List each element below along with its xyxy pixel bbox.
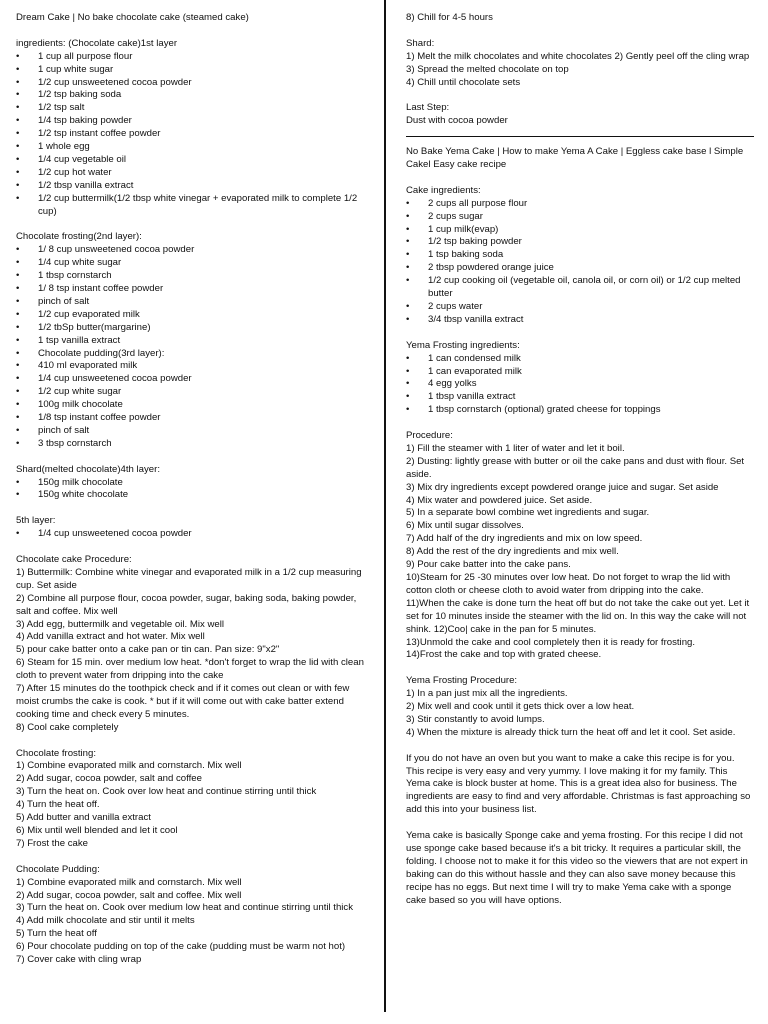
right-column bbox=[406, 12, 754, 908]
section-heading: Shard: bbox=[406, 37, 435, 49]
procedure-steps bbox=[406, 688, 754, 740]
procedure-step: 9) Pour cake batter into the cake pans. bbox=[406, 559, 571, 571]
ingredient-list bbox=[406, 198, 754, 327]
list-item: • 1/2 cup unsweetened cocoa powder bbox=[16, 77, 372, 90]
section-heading: Procedure: bbox=[406, 430, 453, 442]
procedure-step: 2) Mix well and cook until it gets thick over a low heat. bbox=[406, 701, 635, 713]
procedure-steps bbox=[16, 877, 372, 967]
list-item: • 1 cup milk(evap) bbox=[406, 224, 754, 237]
procedure-step: 6) Steam for 15 min. over medium low heat. *don't forget to wrap the lid with clean cloth to prevent water from dripping into the cake bbox=[16, 657, 364, 682]
procedure-step: 6) Mix until well blended and let it cool bbox=[16, 825, 178, 836]
list-item: • 3 tbsp cornstarch bbox=[16, 438, 372, 451]
procedure-step: 7) Add half of the dry ingredients and mix on low speed. bbox=[406, 533, 643, 545]
procedure-step: 7) Cover cake with cling wrap bbox=[16, 954, 142, 966]
procedure-step: 8) Add the rest of the dry ingredients and mix well. bbox=[406, 546, 619, 558]
procedure-step: 5) Turn the heat off bbox=[16, 928, 97, 940]
procedure-step: 3) Add egg, buttermilk and vegetable oil. Mix well bbox=[16, 618, 224, 630]
list-item: • 1 tbsp vanilla extract bbox=[406, 391, 754, 404]
list-item: • 1 whole egg bbox=[16, 141, 372, 154]
list-item: • 1/ 8 cup unsweetened cocoa powder bbox=[16, 244, 372, 257]
list-item: • 4 egg yolks bbox=[406, 378, 754, 391]
procedure-steps bbox=[16, 760, 372, 850]
list-item: • 2 cups all purpose flour bbox=[406, 198, 754, 211]
procedure-step: 6) Pour chocolate pudding on top of the cake (pudding must be warm not hot) bbox=[16, 941, 346, 953]
section-heading: ingredients: (Chocolate cake)1st layer bbox=[16, 37, 178, 49]
list-item: • 1 tsp baking soda bbox=[406, 249, 754, 262]
ingredient-list bbox=[16, 244, 372, 451]
procedure-step: 4) Add milk chocolate and stir until it melts bbox=[16, 915, 195, 927]
procedure-step: 4) Add vanilla extract and hot water. Mix well bbox=[16, 631, 205, 643]
procedure-step: 1) Fill the steamer with 1 liter of water and let it boil. bbox=[406, 442, 625, 454]
body-paragraph: If you do not have an oven but you want to make a cake this recipe is for you. This recipe is very easy and very yummy. I love making it for my family. This Yema cake is block buster at home. This is a great idea also for business. The ingredients are easy to find and very affordable. Christmas is fast approaching so add this into your business list. bbox=[406, 752, 751, 816]
recipe-title: Dream Cake | No bake chocolate cake (steamed cake) bbox=[16, 12, 249, 23]
procedure-step: 11)When the cake is done turn the heat off but do not take the cake out yet. Let it set for 10 minutes inside the steamer with the lid on. In this way the cake will not shink. 12)Coo| cake in the pan for 5 minutes. bbox=[406, 597, 750, 635]
list-item: • 2 cups sugar bbox=[406, 211, 754, 224]
list-item: • 150g milk chocolate bbox=[16, 477, 372, 490]
ingredient-list bbox=[406, 353, 754, 418]
procedure-step: 3) Turn the heat on. Cook over low heat and continue stirring until thick bbox=[16, 786, 317, 798]
list-item: • 1/2 tsp baking powder bbox=[406, 236, 754, 249]
procedure-steps bbox=[406, 443, 754, 662]
section-heading: 5th layer: bbox=[16, 515, 56, 527]
list-item: • 1 can condensed milk bbox=[406, 353, 754, 366]
procedure-step: 1) Combine evaporated milk and cornstarch. Mix well bbox=[16, 760, 242, 772]
section-rule bbox=[406, 136, 754, 137]
procedure-step: 3) Turn the heat on. Cook over medium low heat and continue stirring until thick bbox=[16, 902, 354, 914]
list-item: • 1/4 cup vegetable oil bbox=[16, 154, 372, 167]
list-item: • 1/2 cup hot water bbox=[16, 167, 372, 180]
procedure-step: 3) Stir constantly to avoid lumps. bbox=[406, 713, 545, 725]
section-heading: Cake ingredients: bbox=[406, 184, 481, 196]
list-item: • 1/2 tsp baking soda bbox=[16, 89, 372, 102]
list-item: • 100g milk chocolate bbox=[16, 399, 372, 412]
list-item: • 3/4 tbsp vanilla extract bbox=[406, 314, 754, 327]
section-heading: Yema Frosting ingredients: bbox=[406, 339, 520, 351]
list-item: • 1 tbsp cornstarch (optional) grated cheese for toppings bbox=[406, 404, 754, 417]
procedure-step: 13)Unmold the cake and cool completely then it is ready for frosting. bbox=[406, 636, 696, 648]
procedure-steps bbox=[16, 567, 372, 735]
list-item: • 1/4 cup unsweetened cocoa powder bbox=[16, 373, 372, 386]
procedure-step: 8) Cool cake completely bbox=[16, 721, 119, 733]
procedure-step: 2) Add sugar, cocoa powder, salt and coffee. Mix well bbox=[16, 889, 242, 901]
body-paragraph: Yema cake is basically Sponge cake and yema frosting. For this recipe I did not use sponge cake based because it's a bit tricky. It requires a particular skill, the folding. I choose not to make it for this video so the viewers that are not expert in baking can do this without hassle and they can also save money because this recipe has no eggs. But next time I will try to make Yema cake with a sponge cake based so you will have options. bbox=[406, 830, 748, 906]
procedure-step: 1) Combine evaporated milk and cornstarch. Mix well bbox=[16, 876, 242, 888]
list-item: • 1/8 tsp instant coffee powder bbox=[16, 412, 372, 425]
left-column bbox=[16, 12, 372, 967]
list-item: • 2 tbsp powdered orange juice bbox=[406, 262, 754, 275]
procedure-step: 1) In a pan just mix all the ingredients. bbox=[406, 688, 568, 700]
procedure-step: 1) Melt the milk chocolates and white chocolates 2) Gently peel off the cling wrap bbox=[406, 50, 750, 62]
list-item: • 1 cup all purpose flour bbox=[16, 51, 372, 64]
procedure-step: 5) In a separate bowl combine wet ingredients and sugar. bbox=[406, 507, 650, 519]
section-heading: Chocolate frosting(2nd layer): bbox=[16, 231, 142, 243]
list-item: • 1/2 tsp salt bbox=[16, 102, 372, 115]
ingredient-list bbox=[16, 51, 372, 219]
list-item: • Chocolate pudding(3rd layer): bbox=[16, 348, 372, 361]
procedure-step: 7) Frost the cake bbox=[16, 837, 88, 849]
list-item: • 410 ml evaporated milk bbox=[16, 360, 372, 373]
procedure-step: 14)Frost the cake and top with grated cheese. bbox=[406, 649, 602, 661]
procedure-step: 1) Buttermilk: Combine white vinegar and evaporated milk in a 1/2 cup measuring cup. Set aside bbox=[16, 566, 362, 591]
procedure-step: 5) Add butter and vanilla extract bbox=[16, 812, 151, 824]
procedure-step: 6) Mix until sugar dissolves. bbox=[406, 520, 524, 532]
ingredient-list bbox=[16, 528, 372, 541]
procedure-step: 8) Chill for 4-5 hours bbox=[406, 12, 493, 23]
section-heading: Shard(melted chocolate)4th layer: bbox=[16, 463, 160, 475]
list-item: • 1 tsp vanilla extract bbox=[16, 335, 372, 348]
list-item: • 1/2 cup evaporated milk bbox=[16, 309, 372, 322]
list-item: • 1 can evaporated milk bbox=[406, 366, 754, 379]
procedure-step: 3) Mix dry ingredients except powdered orange juice and sugar. Set aside bbox=[406, 481, 719, 493]
procedure-step: 2) Combine all purpose flour, cocoa powder, sugar, baking soda, baking powder, salt and coffee. Mix well bbox=[16, 592, 357, 617]
list-item: • 1/4 cup white sugar bbox=[16, 257, 372, 270]
procedure-step: 10)Steam for 25 -30 minutes over low heat. Do not forget to wrap the lid with cotton cloth or cheese cloth to avoid water from dripping into the cake. bbox=[406, 571, 731, 596]
procedure-steps bbox=[406, 51, 754, 90]
column-divider bbox=[384, 0, 386, 1012]
list-item: • 1/4 tsp baking powder bbox=[16, 115, 372, 128]
section-heading: Chocolate cake Procedure: bbox=[16, 553, 132, 565]
procedure-step: 2) Dusting: lightly grease with butter or oil the cake pans and dust with flour. Set aside. bbox=[406, 455, 745, 480]
list-item: • 1/2 cup white sugar bbox=[16, 386, 372, 399]
list-item: • 1/2 cup buttermilk(1/2 tbsp white vinegar + evaporated milk to complete 1/2 cup) bbox=[16, 193, 372, 219]
list-item: • 1/4 cup unsweetened cocoa powder bbox=[16, 528, 372, 541]
list-item: • 150g white chocolate bbox=[16, 489, 372, 502]
procedure-step: 7) After 15 minutes do the toothpick check and if it comes out clean or with few moist crumbs the cake is cook. * but if it will come out with cake batter extend cooking time and check every 5 minutes. bbox=[16, 683, 350, 720]
list-item: • 1/ 8 tsp instant coffee powder bbox=[16, 283, 372, 296]
ingredient-list bbox=[16, 477, 372, 503]
list-item: • 1 cup white sugar bbox=[16, 64, 372, 77]
list-item: • 1/2 tsp instant coffee powder bbox=[16, 128, 372, 141]
last-step-text: Dust with cocoa powder bbox=[406, 115, 508, 127]
list-item: • pinch of salt bbox=[16, 425, 372, 438]
procedure-step: 4) Turn the heat off. bbox=[16, 799, 100, 811]
procedure-step: 2) Add sugar, cocoa powder, salt and coffee bbox=[16, 773, 202, 785]
section-heading: Chocolate frosting: bbox=[16, 747, 96, 759]
list-item: • pinch of salt bbox=[16, 296, 372, 309]
procedure-step: 5) pour cake batter onto a cake pan or tin can. Pan size: 9"x2" bbox=[16, 644, 280, 656]
list-item: • 1 tbsp cornstarch bbox=[16, 270, 372, 283]
list-item: • 1/2 tbSp butter(margarine) bbox=[16, 322, 372, 335]
section-heading: Chocolate Pudding: bbox=[16, 863, 100, 875]
procedure-step: 4) Chill until chocolate sets bbox=[406, 76, 521, 88]
procedure-step: 4) When the mixture is already thick turn the heat off and let it cool. Set aside. bbox=[406, 726, 736, 738]
procedure-step: 3) Spread the melted chocolate on top bbox=[406, 63, 569, 75]
section-heading: Last Step: bbox=[406, 102, 450, 114]
list-item: • 2 cups water bbox=[406, 301, 754, 314]
list-item: • 1/2 cup cooking oil (vegetable oil, canola oil, or corn oil) or 1/2 cup melted butter bbox=[406, 275, 754, 301]
procedure-step: 4) Mix water and powdered juice. Set aside. bbox=[406, 494, 593, 506]
list-item: • 1/2 tbsp vanilla extract bbox=[16, 180, 372, 193]
section-heading: Yema Frosting Procedure: bbox=[406, 675, 518, 687]
recipe-title: No Bake Yema Cake | How to make Yema A Cake | Eggless cake base l Simple Cakel Easy cake recipe bbox=[406, 146, 744, 171]
